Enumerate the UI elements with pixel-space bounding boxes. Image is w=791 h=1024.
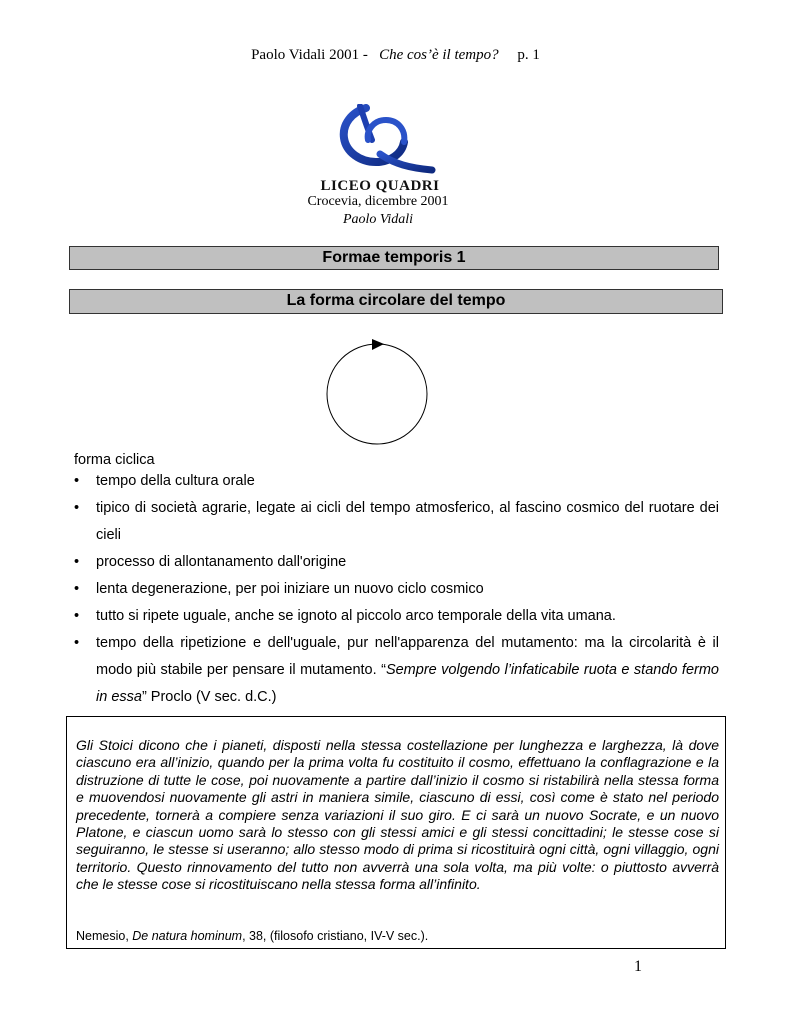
proclo-quote: Sempre volgendo l’infaticabile ruota e stando fermo in essa xyxy=(96,662,719,705)
cycle-circle xyxy=(327,344,427,444)
page-header xyxy=(0,47,791,64)
list-item: • tempo della cultura orale xyxy=(74,468,719,495)
bullet-icon: • xyxy=(74,581,80,597)
header-author-year: Paolo Vidali 2001 - xyxy=(251,47,368,63)
bullet-list xyxy=(74,468,719,711)
cited-work: De natura hominum xyxy=(132,929,243,943)
bullet-icon: • xyxy=(74,635,80,651)
liceo-quadri-logo xyxy=(320,104,440,196)
author-name: Paolo Vidali xyxy=(342,212,414,227)
arrow-head-icon xyxy=(372,339,384,350)
list-item: • processo di allontanamento dall'origine xyxy=(74,549,719,576)
stoics-quote: Gli Stoici dicono che i pianeti, disposti nella stessa costellazione per lunghezza e larghezza, là dove ciascuno era all’inizio, quando per la prima volta fu costituito il cosmo, effettuano la conflagrazione e la distruzione di tutte le cose, poi nuovamente a partire dall’inizio il cosmo si ristabilirà nella stessa forma e muovendosi nuovamente gli astri in maniera simile, ciascuno di essi, così come è stato nel periodo precedente, tornerà a compiere senza variazioni il suo giro. E ci sarà un nuovo Socrate, e un nuovo Platone, e ciascun uomo sarà lo stesso con gli stessi amici e gli stessi concittadini; le stesse cose si seguiranno, le stesse si useranno; allo stesso modo di prima si ricostituirà ogni città, ogni villaggio, ogni territorio. Questo rinnovamento del tutto non avverrà una sola volta, ma più volte: o piuttosto avverrà che le stesse cose si ricostituiscano nella stessa forma all’infinito. xyxy=(76,737,719,893)
bullet-icon: • xyxy=(74,608,80,624)
header-page: p. 1 xyxy=(517,47,540,63)
header-work-title: Che cos’è il tempo? xyxy=(379,47,499,63)
bullet-icon: • xyxy=(74,473,80,489)
quote-box xyxy=(66,716,726,949)
list-item: • tutto si ripete uguale, anche se ignoto al piccolo arco temporale della vita umana. xyxy=(74,603,719,630)
list-item: • tipico di società agrarie, legate ai cicli del tempo atmosferico, al fascino cosmico del ruotare dei cieli xyxy=(74,495,719,549)
page-number: 1 xyxy=(634,958,642,975)
place-date: Crocevia, dicembre 2001 xyxy=(307,194,449,209)
list-item: • tempo della ripetizione e dell'uguale, pur nell'apparenza del mutamento: ma la circolarità è il modo più stabile per pensare il mutamento. “Sempre volgendo l’infaticabile ruota e stando fermo in essa” Proclo (V sec. d.C.) xyxy=(74,630,719,711)
intro-text: forma ciclica xyxy=(74,452,155,468)
logo-text: LICEO QUADRI xyxy=(320,178,440,194)
subsection-title: La forma circolare del tempo xyxy=(69,289,723,314)
bullet-icon: • xyxy=(74,500,80,516)
section-title: Formae temporis 1 xyxy=(69,246,719,270)
quote-citation: Nemesio, De natura hominum, 38, (filosofo cristiano, IV-V sec.). xyxy=(76,929,429,943)
list-item: • lenta degenerazione, per poi iniziare un nuovo ciclo cosmico xyxy=(74,576,719,603)
bullet-icon: • xyxy=(74,554,80,570)
cycle-diagram xyxy=(323,336,433,448)
